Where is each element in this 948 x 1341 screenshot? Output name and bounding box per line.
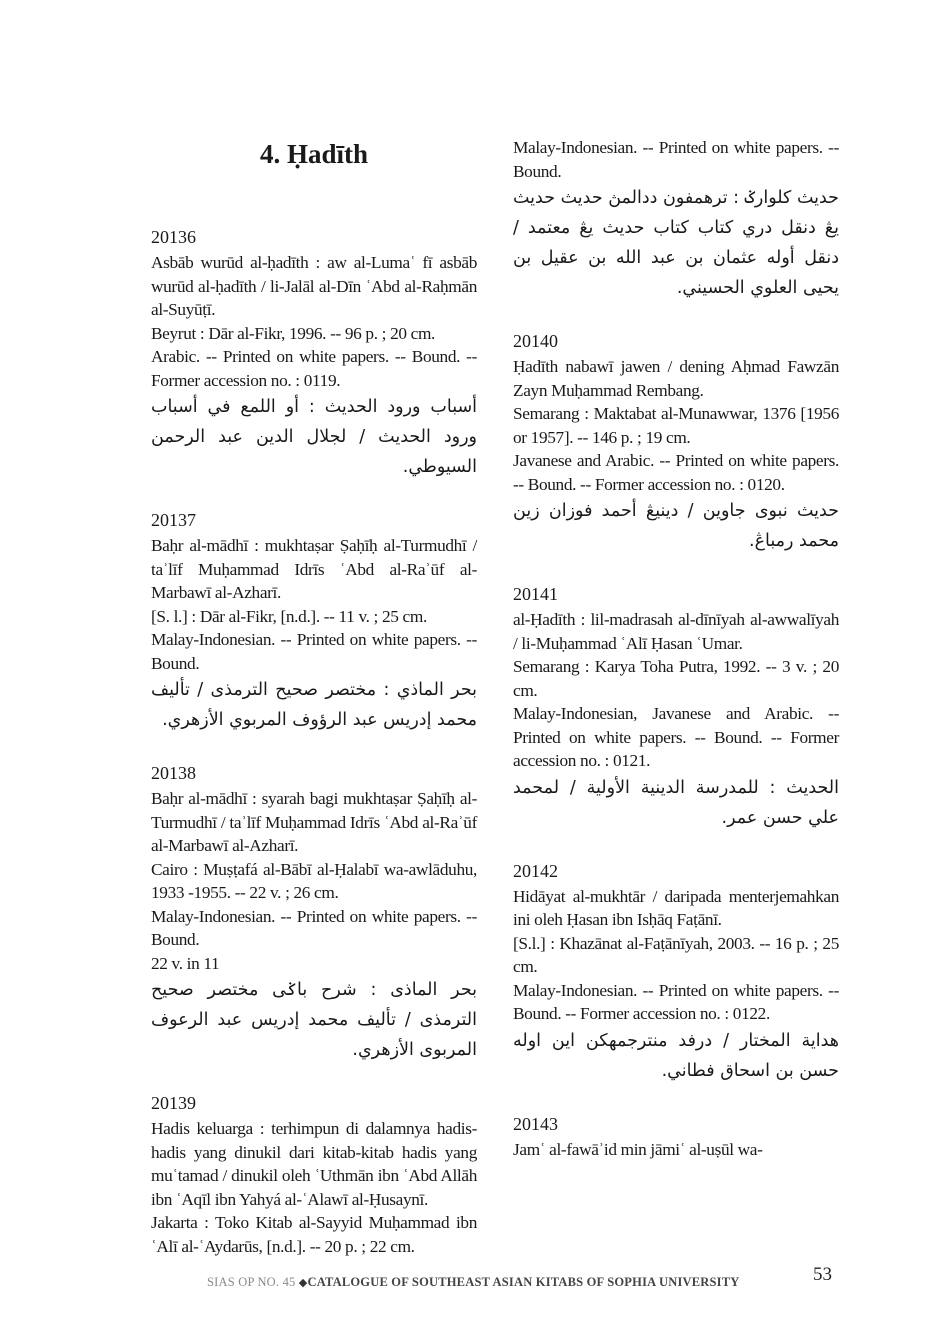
entry-text: [S.l.] : Khazānat al-Faṭānīyah, 2003. -- 16 p. ; 25 cm.	[513, 933, 839, 976]
entry-number: 20140	[513, 331, 558, 351]
entry-arabic-title: حديث كلوارݢ : ترهمفون ددالمڽ حديث حديث يڠ دنقل دري كتاب كتاب حديث يڠ معتمد / دنقل أوله عثمان بن عبد الله بن عقيل بن يحيى العلوي الحسيني.	[512, 188, 839, 298]
entry-text: Jamʿ al-fawāʾid min jāmiʿ al-uṣūl wa-	[513, 1139, 763, 1159]
catalogue-entry	[151, 762, 477, 1065]
footer-running-title	[207, 1275, 739, 1290]
entry-text: Jakarta : Toko Kitab al-Sayyid Muḥammad ibn ʿAlī al-ʿAydarūs, [n.d.]. -- 20 p. ; 22 cm.	[151, 1213, 477, 1256]
entry-number: 20139	[151, 1093, 196, 1113]
entry-number: 20138	[151, 763, 196, 783]
entry-arabic-title: حديث نبوى جاوين / دينيڠ أحمد فوزان زين محمد رمباڠ.	[513, 501, 839, 551]
entry-arabic-title: هداية المختار / درفد منترجمهكن اين اوله حسن بن اسحاق فطاني.	[513, 1030, 839, 1081]
entry-text: Malay-Indonesian. -- Printed on white papers. -- Bound.	[151, 906, 477, 949]
entry-number: 20136	[151, 227, 196, 247]
catalogue-entry	[513, 583, 839, 833]
right-entry-list	[513, 136, 839, 1161]
entry-arabic-title: بحر الماذي : مختصر صحيح الترمذى / تأليف محمد إدريس عبد الرؤوف المربوي الأزهري.	[151, 680, 477, 730]
entry-text: Malay-Indonesian, Javanese and Arabic. -- Printed on white papers. -- Bound. -- Former accession no. : 0121.	[513, 704, 839, 770]
entry-number: 20143	[513, 1113, 558, 1134]
entry-text: Hidāyat al-mukhtār / daripada menterjemahkan ini oleh Ḥasan ibn Isḥāq Faṭānī.	[513, 886, 839, 929]
page-number: 53	[813, 1264, 832, 1285]
entry-arabic-title: بحر الماذى : شرح باݢى مختصر صحيح الترمذى / تأليف محمد إدريس عبد الرعوف المربوى الأزهري.	[151, 980, 477, 1060]
entry-arabic-title: أسباب ورود الحديث : أو اللمع في أسباب ورود الحديث / لجلال الدين عبد الرحمن السيوطي.	[151, 397, 477, 477]
catalogue-entry	[151, 226, 477, 482]
catalogue-entry	[513, 136, 839, 303]
entry-text: Baḥr al-mādhī : syarah bagi mukhtaṣar Ṣaḥīḥ al-Turmudhī / taʾlīf Muḥammad Idrīs ʿAbd al-Raʾūf al-Marbawī al-Azharī.	[151, 789, 477, 855]
entry-text: Malay-Indonesian. -- Printed on white papers. -- Bound. -- Former accession no. : 0122.	[513, 980, 839, 1023]
section-title: 4. Ḥadīth	[259, 139, 369, 169]
entry-text: Beyrut : Dār al-Fikr, 1996. -- 96 p. ; 20 cm.	[151, 323, 436, 343]
entry-text: 22 v. in 11	[151, 953, 220, 973]
entry-number: 20142	[513, 860, 558, 881]
diamond-icon: ◆	[298, 1277, 308, 1289]
left-column	[151, 136, 477, 1285]
entry-text: [S. l.] : Dār al-Fikr, [n.d.]. -- 11 v. ; 25 cm.	[151, 606, 427, 626]
entry-text: Malay-Indonesian. -- Printed on white papers. -- Bound.	[151, 630, 477, 673]
entry-arabic-title: الحديث : للمدرسة الدينية الأولية / لمحمد علي حسن عمر.	[513, 777, 839, 828]
entry-text: Ḥadīth nabawī jawen / dening Aḥmad Fawzān Zayn Muḥammad Rembang.	[513, 357, 839, 400]
page-footer	[0, 1262, 948, 1322]
entry-text: Malay-Indonesian. -- Printed on white papers. -- Bound.	[513, 138, 839, 181]
entry-text: Arabic. -- Printed on white papers. -- Bound. -- Former accession no. : 0119.	[151, 347, 477, 390]
entry-text: Semarang : Karya Toha Putra, 1992. -- 3 v. ; 20 cm.	[513, 657, 839, 700]
entry-text: Cairo : Muṣṭafá al-Bābī al-Ḥalabī wa-awlāduhu, 1933 -1955. -- 22 v. ; 26 cm.	[151, 859, 477, 902]
catalogue-entry	[513, 1113, 839, 1162]
entry-text: Hadis keluarga : terhimpun di dalamnya hadis-hadis yang dinukil dari kitab-kitab hadis yang muʿtamad / dinukil oleh ʿUthmān ibn ʿAbd Allāh ibn ʿAqīl ibn Yahyá al-ʿAlawī al-Ḥusaynī.	[151, 1119, 477, 1209]
footer-catalogue-title: CATALOGUE OF SOUTHEAST ASIAN KITABS OF SOPHIA UNIVERSITY	[307, 1275, 740, 1289]
catalogue-entry	[513, 330, 839, 556]
footer-series: SIAS OP NO. 45	[207, 1275, 296, 1289]
entry-text: Semarang : Maktabat al-Munawwar, 1376 [1956 or 1957]. -- 146 p. ; 19 cm.	[513, 404, 839, 447]
entry-number: 20141	[513, 584, 558, 604]
catalogue-entry	[151, 509, 477, 735]
right-column	[513, 136, 839, 1188]
catalogue-entry	[513, 860, 839, 1086]
entry-text: Asbāb wurūd al-ḥadīth : aw al-Lumaʿ fī asbāb wurūd al-ḥadīth / li-Jalāl al-Dīn ʿAbd al-Raḥmān al-Suyūṭī.	[151, 253, 477, 319]
left-entry-list	[151, 226, 477, 1258]
entry-text: al-Ḥadīth : lil-madrasah al-dīnīyah al-awwalīyah / li-Muḥammad ʿAlī Ḥasan ʿUmar.	[513, 610, 839, 653]
entry-text: Baḥr al-mādhī : mukhtaṣar Ṣaḥīḥ al-Turmudhī / taʾlīf Muḥammad Idrīs ʿAbd al-Raʾūf al-Marbawī al-Azharī.	[151, 536, 477, 602]
catalogue-entry	[151, 1092, 477, 1258]
entry-text: Javanese and Arabic. -- Printed on white papers. -- Bound. -- Former accession no. : 0120.	[513, 451, 839, 494]
entry-number: 20137	[151, 510, 196, 530]
